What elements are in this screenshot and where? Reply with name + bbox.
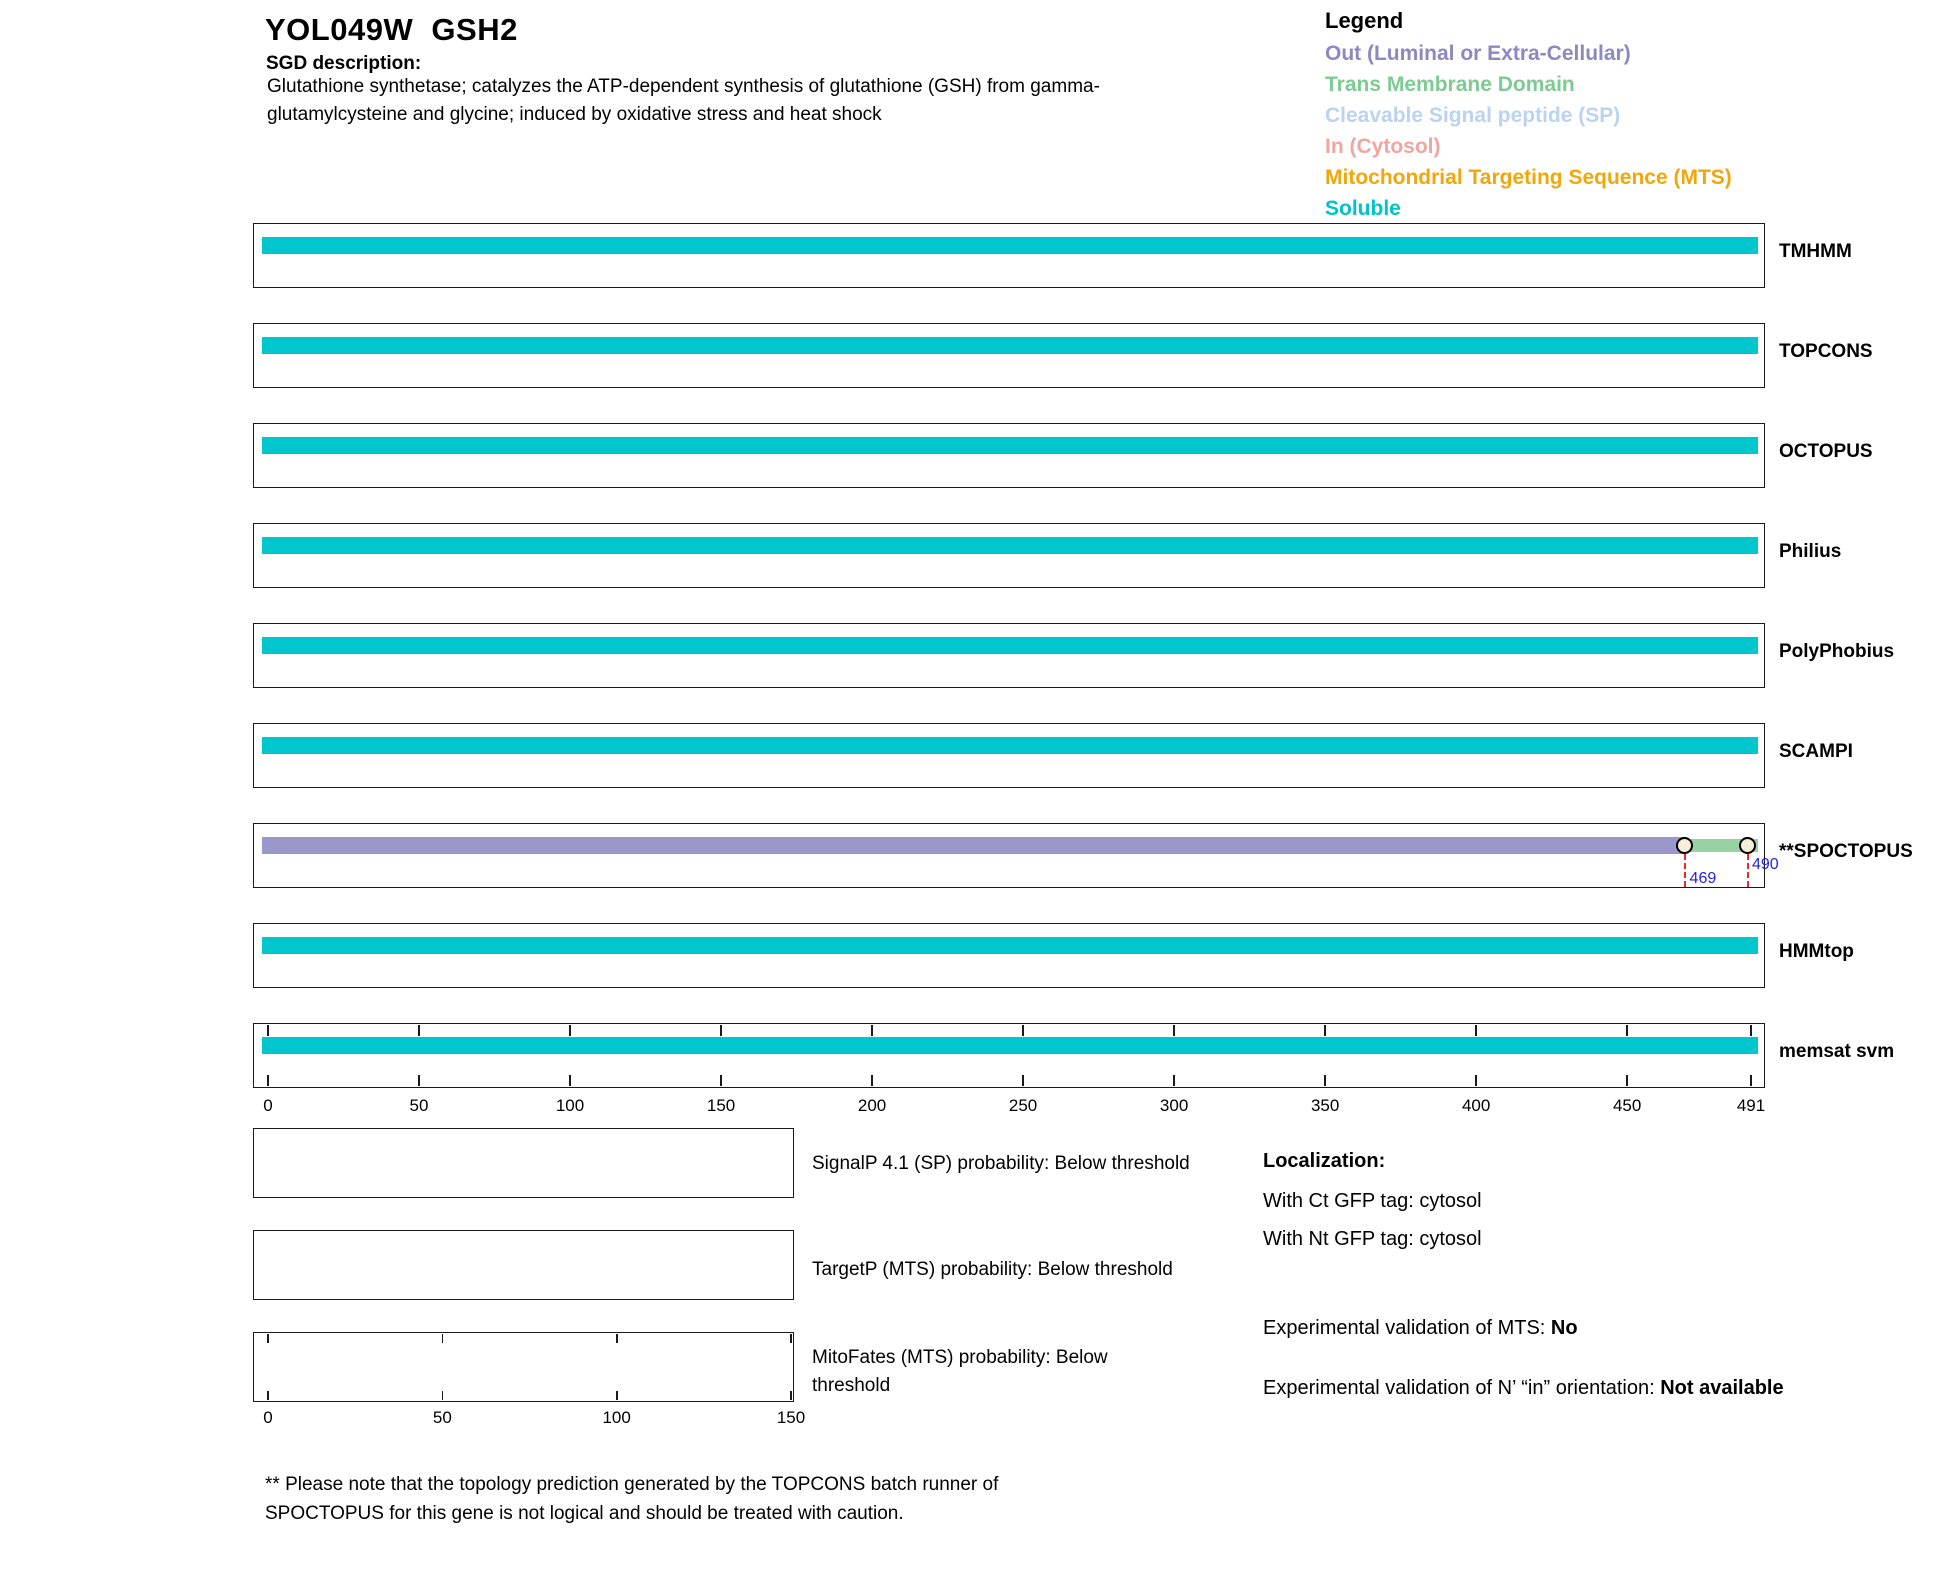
track-row-tmhmm [0,223,1950,288]
localization-nt-line: With Nt GFP tag: cytosol [1263,1228,1482,1250]
panel-axis-label-150: 150 [776,1408,806,1427]
axis-tick-label-350: 350 [1310,1096,1340,1115]
track-segment-soluble [262,737,1758,754]
axis-tick-label-100: 100 [555,1096,585,1115]
legend-entry-3: Cleavable Signal peptide (SP) [1325,104,1621,127]
ruler-tick-top [569,1025,571,1036]
track-row-topcons [0,323,1950,388]
track-label-2: TOPCONS [1779,341,1873,362]
track-label-1: TMHMM [1779,241,1852,262]
ruler-tick-bottom [1324,1075,1326,1086]
localization-ct-line: With Ct GFP tag: cytosol [1263,1190,1482,1212]
axis-tick-label-0: 0 [263,1096,273,1115]
boundary-circle-469 [1676,837,1693,854]
axis-tick-label-50: 50 [409,1096,429,1115]
boundary-dash-490 [1747,854,1749,887]
ruler-tick-top [1750,1025,1752,1036]
boundary-dash-469 [1684,854,1686,887]
spoctopus-footnote: ** Please note that the topology prediction generated by the TOPCONS batch runner of SPOCTOPUS for this gene is not logical and should be treated with caution. [265,1474,999,1524]
orientation-validation-value: Not available [1660,1377,1784,1399]
track-segment-soluble [262,1037,1758,1054]
track-box [253,323,1765,388]
track-box [253,523,1765,588]
track-segment-out-luminal-or-extra-cellular- [262,837,1685,854]
ruler-tick-bottom [871,1075,873,1086]
track-box [253,723,1765,788]
ruler-tick-bottom [1022,1075,1024,1086]
track-box [253,223,1765,288]
ruler-tick-top [1475,1025,1477,1036]
ruler-tick-top [1022,1025,1024,1036]
panel-box-signalp [253,1128,794,1198]
ruler-tick-bottom [267,1075,269,1086]
axis-tick-label-300: 300 [1159,1096,1189,1115]
track-box [253,823,1765,888]
panel-axis-label-50: 50 [432,1408,452,1427]
ruler-tick-bottom [720,1075,722,1086]
track-segment-soluble [262,537,1758,554]
panel-axis-label-100: 100 [602,1408,631,1427]
panel-tick-top [267,1334,269,1343]
axis-tick-label-200: 200 [857,1096,887,1115]
legend-entry-6: Soluble [1325,197,1401,220]
ruler-tick-top [871,1025,873,1036]
track-row-philius [0,523,1950,588]
track-segment-soluble [262,937,1758,954]
legend-entry-2: Trans Membrane Domain [1325,73,1575,96]
orientation-validation-label: Experimental validation of N’ “in” orientation: [1263,1377,1661,1399]
track-label-9: memsat svm [1779,1041,1895,1062]
track-box [253,1023,1765,1088]
track-segment-soluble [262,237,1758,254]
ruler-tick-bottom [569,1075,571,1086]
track-label-6: SCAMPI [1779,741,1853,762]
axis-tick-label-400: 400 [1461,1096,1491,1115]
axis-tick-label-450: 450 [1612,1096,1642,1115]
track-label-4: Philius [1779,541,1842,562]
legend-entry-5: Mitochondrial Targeting Sequence (MTS) [1325,166,1732,189]
page-title: YOL049W GSH2 [265,12,518,47]
track-segment-soluble [262,337,1758,354]
legend-title: Legend [1325,8,1404,33]
legend-entry-4: In (Cytosol) [1325,135,1441,158]
orientation-validation-line [1263,1372,1808,1405]
track-label-3: OCTOPUS [1779,441,1873,462]
panel-tick-top [790,1334,792,1343]
axis-tick-label-491: 491 [1736,1096,1766,1115]
panel-tick-top [442,1334,444,1343]
ruler-tick-bottom [1626,1075,1628,1086]
sgd-description-label: SGD description: [266,53,422,74]
track-label-8: HMMtop [1779,941,1854,962]
mts-validation-label: Experimental validation of MTS: [1263,1317,1551,1339]
track-box [253,623,1765,688]
axis-tick-label-250: 250 [1008,1096,1038,1115]
localization-title: Localization: [1263,1150,1386,1172]
track-row--spoctopus [0,823,1950,888]
track-segment-soluble [262,437,1758,454]
panel-label-mitofates: MitoFates (MTS) probability: Below threshold [812,1347,1108,1396]
axis-tick-label-150: 150 [706,1096,736,1115]
ruler-tick-top [418,1025,420,1036]
panel-label-targetp: TargetP (MTS) probability: Below threshold [812,1259,1173,1280]
ruler-tick-top [1173,1025,1175,1036]
boundary-label-490: 490 [1751,856,1779,873]
panel-tick-top [616,1334,618,1343]
track-label-5: PolyPhobius [1779,641,1895,662]
ruler-tick-top [720,1025,722,1036]
panel-axis-label-0: 0 [263,1408,273,1427]
track-segment-soluble [262,637,1758,654]
panel-box-targetp [253,1230,794,1300]
ruler-tick-top [1324,1025,1326,1036]
panel-tick-bottom [267,1391,269,1400]
sgd-description-text: Glutathione synthetase; catalyzes the ATP-dependent synthesis of glutathione (GSH) from gamma-glutamylcysteine and glycine; induced by oxidative stress and heat shock [267,76,1100,125]
ruler-tick-bottom [1173,1075,1175,1086]
panel-box-mitofates [253,1332,794,1402]
ruler-tick-bottom [418,1075,420,1086]
boundary-circle-490 [1739,837,1756,854]
panel-label-signalp: SignalP 4.1 (SP) probability: Below threshold [812,1153,1190,1174]
track-row-memsat-svm [0,1023,1950,1115]
track-row-polyphobius [0,623,1950,688]
track-row-octopus [0,423,1950,488]
mts-validation-line [1263,1315,1578,1341]
legend-entry-1: Out (Luminal or Extra-Cellular) [1325,42,1631,65]
track-row-scampi [0,723,1950,788]
track-row-hmmtop [0,923,1950,988]
track-box [253,923,1765,988]
ruler-tick-bottom [1750,1075,1752,1086]
panel-tick-bottom [790,1391,792,1400]
ruler-tick-top [1626,1025,1628,1036]
ruler-tick-top [267,1025,269,1036]
track-label-7: **SPOCTOPUS [1779,841,1913,862]
track-box [253,423,1765,488]
boundary-label-469: 469 [1689,870,1717,887]
ruler-tick-bottom [1475,1075,1477,1086]
panel-tick-bottom [442,1391,444,1400]
panel-tick-bottom [616,1391,618,1400]
mts-validation-value: No [1550,1317,1578,1339]
